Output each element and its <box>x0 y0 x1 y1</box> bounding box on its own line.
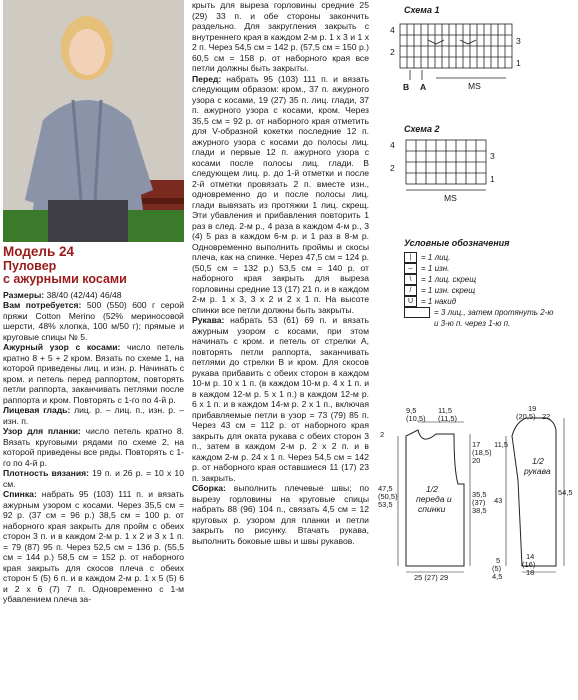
col2-para: Рукава: набрать 53 (61) 69 п. и вязать ажурным узором с косами, при этом начинать с кром. и петель от стрелки A, повторять петли раппорта, заканчивать петлями до стрелки B и кром. Для скосов рукава прибавить с обеих сторон в каждом 10-м р. 10 x 1 п. (в каждом 10-м р. 4 x 1 п. и в каждом 12-м р. 5 x 1 п.) в каждом 12-м р. 6 x 1 п. и в каждом 14-м р. 2 x 1 п., включая прибавляемые петли в узор = 73 (79) 85 п. Через 43 см = 112 р. от наборного края закрыть для оката рукава с обеих сторон 3 п., затем в каждом 2-м р. 2 x 2 п. и в каждом 2-м р. 24 x 1 п. Через 54,5 см = 142 р. от наборного края оставшиеся 11 (17) 23 п. закрыть. <box>192 315 369 483</box>
left-column <box>3 0 184 605</box>
scheme2-row-label: 1 <box>490 174 495 184</box>
scheme1-mark-b: B <box>403 82 410 92</box>
col1-text <box>3 290 184 605</box>
col2-para: Сборка: выполнить плечевые швы; по вырезу горловины на круговые спицы набрать 88 (96) 104 п., связать 4,5 см = 12 круговых р. узором для планки и петли закрыть по рисунку. Втачать рукава, выполнить боковые швы и швы рукавов. <box>192 483 369 546</box>
col1-para: Лицевая гладь: лиц. р. – лиц. п., изн. р. – изн. п. <box>3 405 184 426</box>
col1-para: Узор для планки: число петель кратно 8. Вязать круговыми рядами по схеме 2, на которой приведены все ряды. Повторять с 1-го по 4-й р. <box>3 426 185 468</box>
scheme1-row-label: 3 <box>516 36 521 46</box>
scheme2-row-label: 2 <box>390 163 395 173</box>
legend-item: \ = 1 лиц. скрещ <box>404 274 574 285</box>
model-title-line1: Пуловер <box>3 258 57 273</box>
col1-para: Ажурный узор с косами: число петель кратно 8 + 5 + 2 кром. Вязать по схеме 1, на которой приведены лиц. и изн. р. Начинать с кром. и петель перед раппортом, повторять петли раппорта, заканчивать петлями после раппорта и кром. Повторять с 1-го по 4-й р. <box>3 342 184 405</box>
scheme1-title: Схема 1 <box>404 5 440 15</box>
legend-item: U = 1 накид <box>404 296 574 307</box>
legend-item: | = 1 лиц. <box>404 252 574 263</box>
col1-para: Размеры: 38/40 (42/44) 46/48 <box>3 289 122 300</box>
model-number: Модель 24 <box>3 244 75 259</box>
col1-para: Плотность вязания: 19 п. и 26 р. = 10 x 10 см. <box>3 468 184 489</box>
legend-item: – = 1 изн. <box>404 263 574 274</box>
col1-para: Вам потребуется: 500 (550) 600 г серой пряжи Cotton Merino (52% мериносовой шерсти, 48% хлопка, 100 м/50 г); прямые и круговые спицы № 5. <box>3 300 185 342</box>
scheme1-mark-a: A <box>420 82 427 92</box>
scheme1-row-label: 1 <box>516 58 521 68</box>
scheme1-row-label: 2 <box>390 47 395 57</box>
legend-title: Условные обозначения <box>404 238 510 248</box>
scheme2-ms: MS <box>444 193 457 203</box>
col2-para: Перед: набрать 95 (103) 111 п. и вязать следующим образом: кром., 37 п. ажурного узора с косами, 19 (27) 35 п. лиц. глади, 37 п. ажурного узора с косами, кром. Через 35,5 см = 92 р. от наборного края отметить для V-образной кокетки последние 12 п. ажурного узора с косами до полосы лиц. глади и первые 12 п. ажурного узора с косами после полосы лиц. глади. В следующем лиц. р. до 1-й отметки и после 2-й отметки провязать 2 п. вместе изн., одновременно до и после полосы лиц. глади вывязать из протяжки 1 лиц. скрещ. Эти убавления и прибавления повторить 1 раз в след. 2-м р., 4 раза в каждом 4-м р., 3 (4) 5 раз в каждом 6-м р. и 1 раз в 8-м р. Одновременно выполнить проймы и скосы плеча, как на спинке. Через 47,5 см = 124 р. (50,5 см = 132 р.) 53,5 см = 140 р. от наборного края закрыть для выреза горловины средние 13 (17) 21 п. и в каждом 2-м р. 1 x 3, 3 x 2 и 2 x 1 п. На высоте спинки все петли должны быть закрыты. <box>192 73 369 315</box>
legend-symbol: \ <box>404 274 417 285</box>
scheme1-ms: MS <box>468 81 481 91</box>
col2-para: крыть для выреза горловины средние 25 (29) 33 п. и обе стороны закончить раздельно. Для закругления закрыть с внутреннего края в каждом 2-м р. 1 x 3 и 1 x 2 п. Через 54,5 см = 142 р. (57,5 см = 150 р.) 60,5 см = 158 р. от наборного края все петли должны быть закрыты. <box>192 0 369 73</box>
legend-item: = 3 лиц., затем протянуть 2-ю и 3-ю п. через 1-ю п. <box>404 307 574 329</box>
legend-list <box>404 252 574 329</box>
scheme2-title: Схема 2 <box>404 124 440 134</box>
middle-column <box>192 0 369 546</box>
model-title-line2: с ажурными косами <box>3 272 127 286</box>
scheme2-row-label: 3 <box>490 151 495 161</box>
model-photo-illustration <box>3 0 184 242</box>
legend-item: / = 1 изн. скрещ <box>404 285 574 296</box>
legend-symbol <box>404 307 430 318</box>
legend-symbol: U <box>404 296 417 307</box>
legend-symbol: / <box>404 285 417 296</box>
model-photo <box>3 0 184 242</box>
scheme2-row-label: 4 <box>390 140 395 150</box>
legend-symbol: – <box>404 263 417 274</box>
legend-symbol: | <box>404 252 417 263</box>
scheme1-row-label: 4 <box>390 25 395 35</box>
col1-para: Спинка: набрать 95 (103) 111 п. и вязать ажурным узором с косами. Через 35,5 см = 92 р. (37 см = 96 р.) 38,5 см = 100 р. от наборного края закрыть для пройм с обеих сторон 3 п. и в каждом 2-м р. 1 x 2 и 3 x 1 п. = 79 (87) 95 п. Через 52,5 см = 136 р. (55,5 см = 144 р.) 58,5 см = 152 р. от наборного края закрыть для скосов плеча с обеих сторон 5 (5) 6 п. и в каждом 2-м р. 1 x 5 (5) 6 и 2 x 6 (7) 7 п. Одновременно с 1-м убавлением плеча за- <box>3 489 184 604</box>
